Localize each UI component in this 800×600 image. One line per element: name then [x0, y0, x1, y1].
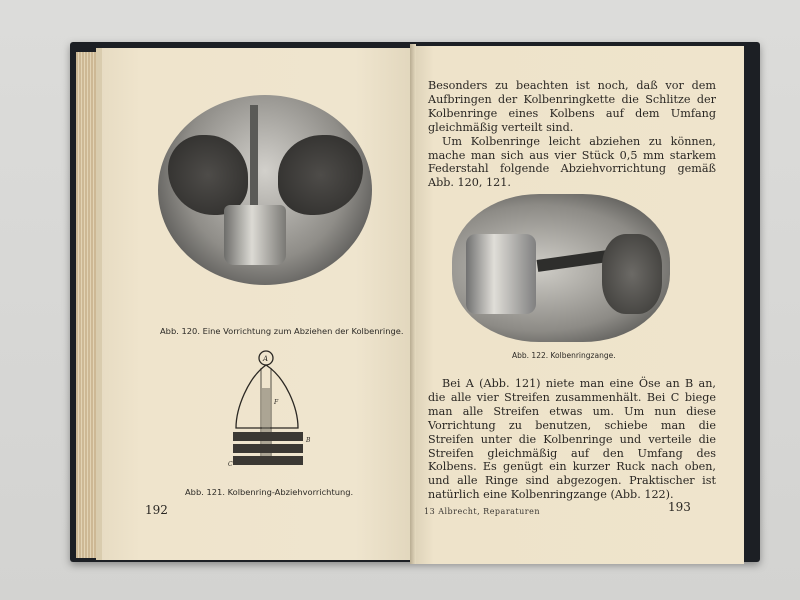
right-page-bottom-text: [428, 377, 716, 502]
page-number-right: 193: [668, 500, 691, 514]
figure-122-caption: Abb. 122. Kolbenringzange.: [512, 351, 616, 360]
label-a: A: [263, 355, 269, 363]
right-hand: [278, 135, 363, 215]
paragraph-3: Bei A (Abb. 121) niete man eine Öse an B an, die alle vier Streifen zusammenhält. Bei C biege man alle Streifen etwas um. Um nun diese Vorrichtung zu benutzen, schiebe man die Streifen unter die Kolbenringe und verteile die Streifen gleichmäßig auf den Umfang des Kolbens. Es genügt ein kurzer Ruck nach oben, und alle Ringe sind abgezogen. Praktischer ist natürlich eine Kolbenringzange (Abb. 122).: [428, 377, 716, 502]
figure-120-caption: Abb. 120. Eine Vorrichtung zum Abziehen der Kolbenringe.: [160, 326, 404, 336]
figure-120-photo: [158, 95, 372, 285]
label-c: C: [228, 461, 233, 468]
figure-121-caption: Abb. 121. Kolbenring-Abziehvorrichtung.: [185, 487, 354, 497]
label-f: F: [274, 399, 279, 406]
figure-122-photo: [452, 194, 670, 342]
piston: [224, 205, 286, 265]
hand: [602, 234, 662, 314]
piston: [466, 234, 536, 314]
figure-121-drawing: [228, 348, 324, 478]
puller-rod: [250, 105, 258, 215]
left-hand: [168, 135, 248, 215]
signature-mark: 13 Albrecht, Reparaturen: [424, 507, 540, 516]
label-b: B: [306, 437, 311, 444]
right-page-top-text: [428, 79, 716, 190]
page-number-left: 192: [145, 503, 168, 517]
book-gutter: [410, 44, 416, 564]
paragraph-2: Um Kolbenringe leicht abziehen zu können, mache man sich aus vier Stück 0,5 mm starkem Federstahl folgende Abziehvorrichtung gemäß Abb. 120, 121.: [428, 134, 716, 190]
page-edges: [76, 52, 98, 558]
paragraph-1: Besonders zu beachten ist noch, daß vor dem Aufbringen der Kolbenringkette die Schlitze der Kolbenringe eines Kolbens auf dem Umfang gleichmäßig verteilt sind.: [428, 79, 716, 134]
